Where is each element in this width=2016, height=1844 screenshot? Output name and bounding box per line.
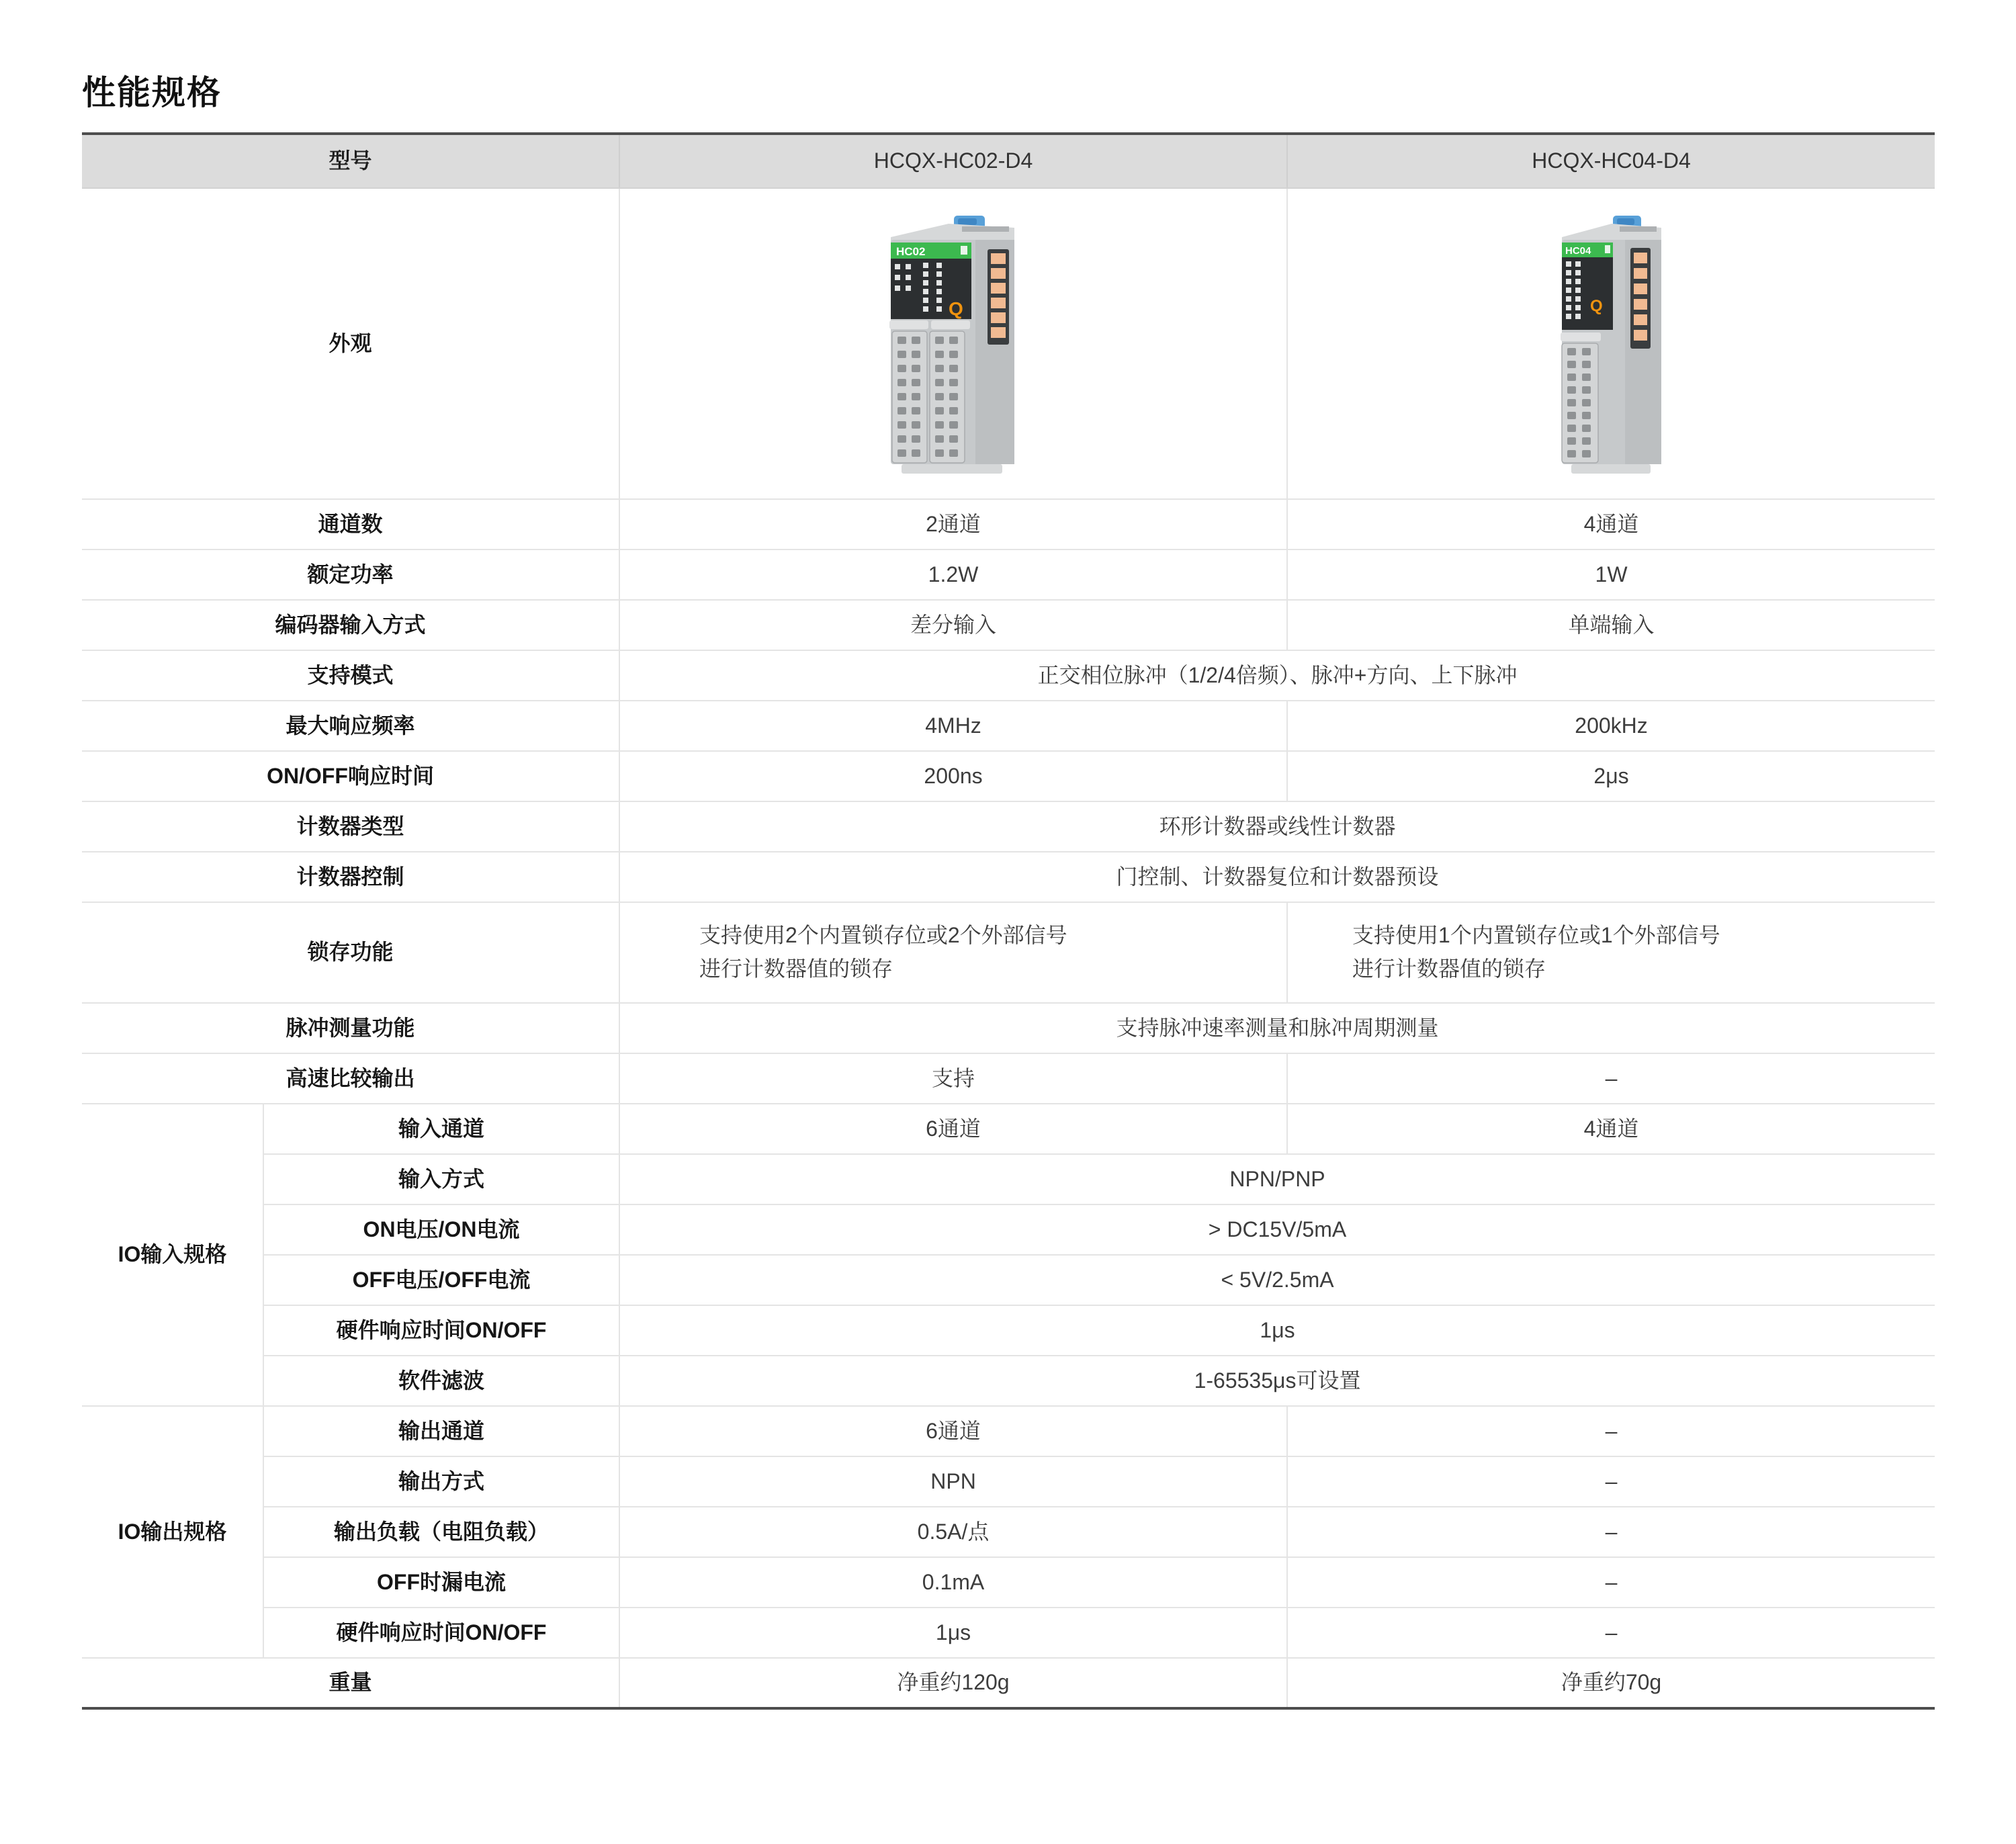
model-column-header: 型号 [82,134,619,188]
spec-row-software-filter [82,1356,1935,1406]
spec-row-supported-modes [82,650,1935,701]
spec-row-off-voltage [82,1255,1935,1305]
hc04-terminal-blocks [1562,343,1598,463]
value-hc04: – [1287,1406,1935,1456]
hc02-module-illustration [881,210,1026,478]
group-label-io-input: IO输入规格 [82,1104,263,1406]
hc02-brand-mark: Q [948,298,963,319]
value-shared: 正交相位脉冲（1/2/4倍频）、脉冲+方向、上下脉冲 [619,650,1935,701]
row-label: 锁存功能 [82,902,619,1003]
spec-row-max-frequency [82,701,1935,751]
hc02-din-foot [902,464,1002,474]
spec-row-highspeed-compare [82,1053,1935,1104]
spec-row-input-channels [82,1104,1935,1154]
value-shared: 支持脉冲速率测量和脉冲周期测量 [619,1003,1935,1053]
row-sublabel: OFF时漏电流 [263,1557,619,1608]
value-hc04: 单端输入 [1287,600,1935,650]
hc04-tag-label: HC04 [1565,245,1591,257]
value-hc02: 2通道 [619,499,1287,550]
hc04-din-foot [1571,464,1651,474]
hc04-side-contacts [1630,248,1651,349]
row-label: 计数器类型 [82,801,619,852]
row-sublabel: 输出通道 [263,1406,619,1456]
header-row [82,134,1935,188]
spec-row-onoff-response [82,751,1935,801]
spec-row-on-voltage [82,1204,1935,1255]
row-sublabel: OFF电压/OFF电流 [263,1255,619,1305]
row-label: 重量 [82,1658,619,1708]
spec-row-encoder-input [82,600,1935,650]
hc04-brand-mark: Q [1589,296,1603,315]
latch-value-line2: 进行计数器值的锁存 [1352,957,1546,981]
page-title: 性能规格 [82,74,222,112]
hc02-tag-label: HC02 [895,245,925,258]
value-shared: < 5V/2.5mA [619,1255,1935,1305]
value-shared: 1μs [619,1305,1935,1356]
value-hc04: – [1287,1557,1935,1608]
row-sublabel: 输出负载（电阻负载） [263,1507,619,1557]
spec-row-weight [82,1658,1935,1708]
value-hc02: 4MHz [619,701,1287,751]
row-sublabel: 软件滤波 [263,1356,619,1406]
spec-row-output-type [82,1456,1935,1507]
spec-row-off-leakage [82,1557,1935,1608]
value-shared: 环形计数器或线性计数器 [619,801,1935,852]
value-shared: 门控制、计数器复位和计数器预设 [619,852,1935,902]
value-hc04: – [1287,1507,1935,1557]
row-sublabel: 输出方式 [263,1456,619,1507]
row-sublabel: 输入通道 [263,1104,619,1154]
spec-row-pulse-measure [82,1003,1935,1053]
row-label: 额定功率 [82,550,619,600]
value-hc04: – [1287,1608,1935,1658]
value-hc04: 200kHz [1287,701,1935,751]
latch-value-line1: 支持使用2个内置锁存位或2个外部信号 [699,923,1067,948]
value-hc02: 200ns [619,751,1287,801]
latch-value-line1: 支持使用1个内置锁存位或1个外部信号 [1352,923,1720,948]
model-header-hc02: HCQX-HC02-D4 [619,134,1287,188]
appearance-row [82,188,1935,499]
value-hc02: 支持 [619,1053,1287,1104]
appearance-cell-hc02 [619,188,1287,499]
spec-row-output-load [82,1507,1935,1557]
value-hc02: 6通道 [619,1104,1287,1154]
spec-table [82,132,1935,1710]
value-hc04 [1287,902,1935,1003]
value-hc02: 0.1mA [619,1557,1287,1608]
value-hc02: 6通道 [619,1406,1287,1456]
row-sublabel: 输入方式 [263,1154,619,1204]
row-label: 通道数 [82,499,619,550]
value-hc02: 1μs [619,1608,1287,1658]
spec-row-channels [82,499,1935,550]
row-sublabel: 硬件响应时间ON/OFF [263,1305,619,1356]
spec-row-rated-power [82,550,1935,600]
row-label: 支持模式 [82,650,619,701]
hc02-side-contacts [988,249,1009,345]
value-hc02: 净重约120g [619,1658,1287,1708]
value-hc02: NPN [619,1456,1287,1507]
value-hc02: 0.5A/点 [619,1507,1287,1557]
value-hc04: 4通道 [1287,499,1935,550]
value-shared: 1-65535μs可设置 [619,1356,1935,1406]
value-hc04: 4通道 [1287,1104,1935,1154]
value-hc02 [619,902,1287,1003]
value-hc02: 差分输入 [619,600,1287,650]
value-hc02: 1.2W [619,550,1287,600]
spec-row-input-type [82,1154,1935,1204]
row-label: 编码器输入方式 [82,600,619,650]
spec-row-counter-control [82,852,1935,902]
row-label: 脉冲测量功能 [82,1003,619,1053]
model-header-hc04: HCQX-HC04-D4 [1287,134,1935,188]
spec-row-input-hw-response [82,1305,1935,1356]
row-label-appearance: 外观 [82,188,619,499]
appearance-cell-hc04 [1287,188,1935,499]
row-sublabel: ON电压/ON电流 [263,1204,619,1255]
value-hc04: 2μs [1287,751,1935,801]
value-hc04: – [1287,1053,1935,1104]
row-label: 高速比较输出 [82,1053,619,1104]
spec-row-output-hw-response [82,1608,1935,1658]
value-hc04: 1W [1287,550,1935,600]
value-shared: > DC15V/5mA [619,1204,1935,1255]
spec-row-output-channels [82,1406,1935,1456]
value-hc04: – [1287,1456,1935,1507]
value-hc04: 净重约70g [1287,1658,1935,1708]
spec-row-counter-type [82,801,1935,852]
row-sublabel: 硬件响应时间ON/OFF [263,1608,619,1658]
hc04-module-illustration [1555,210,1668,478]
spec-row-latch-function [82,902,1935,1003]
group-label-io-output: IO输出规格 [82,1406,263,1658]
row-label: 最大响应频率 [82,701,619,751]
latch-value-line2: 进行计数器值的锁存 [699,957,893,981]
row-label: 计数器控制 [82,852,619,902]
row-label: ON/OFF响应时间 [82,751,619,801]
value-shared: NPN/PNP [619,1154,1935,1204]
